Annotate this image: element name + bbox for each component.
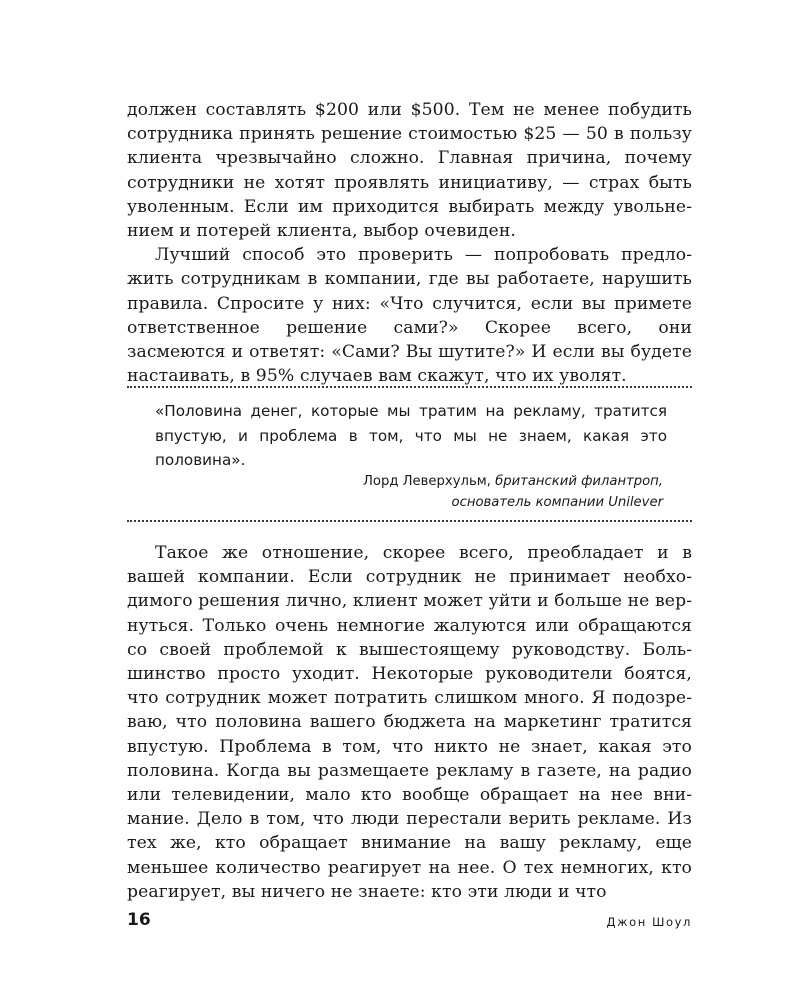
paragraph-continued: должен составлять $200 или $500. Тем не менее побудить сотрудника принять решение стоимостью $25 — 50 в пользу клиента чрезвычайно сложно. Главная причина, почему сотрудники не хотят проявлять инициативу, — страх быть уволенным. Если им приходится выбирать между увольнением и потерей клиента, выбор очевиден. [127, 100, 692, 242]
quote-author-company: основатель компании Unilever [451, 495, 663, 511]
quote-author-role: британский филантроп, [495, 474, 663, 489]
quote-text: «Половина денег, которые мы тратим на рекламу, тратится впустую, и проблема в том, что мы не знаем, какая это половина». [155, 402, 667, 470]
paragraph: Лучший способ это проверить — попробовать предложить сотрудникам в компании, где вы работаете, нарушить правила. Спросите у них: «Что случится, если вы примете ответственное решение сами?» Скорее всего, они засмеются и ответят: «Сами? Вы шутите?» И если вы будете настаивать, в 95% случаев вам скажут, что их уволят. [127, 245, 692, 387]
quote-author: Лорд Леверхульм, [362, 474, 491, 489]
quote-attribution [363, 471, 663, 513]
dotted-divider-top [127, 386, 692, 388]
bottom-text-block [127, 541, 692, 904]
top-text-block [127, 98, 692, 388]
dotted-divider-bottom [127, 520, 692, 522]
page-number: 16 [127, 910, 151, 930]
epigraph-quote [155, 399, 667, 473]
paragraph: Такое же отношение, скорее всего, преобладает и в вашей компании. Если сотрудник не принимает необходимого решения лично, клиент может уйти и больше не вернуться. Только очень немногие жалуются или обращаются со своей проблемой к вышестоящему руководству. Большинство просто уходит. Некоторые руководители боятся, что сотрудник может потратить слишком много. Я подозреваю, что половина вашего бюджета на маркетинг тратится впустую. Проблема в том, что никто не знает, какая это половина. Когда вы размещаете рекламу в газете, на радио или телевидении, мало кто вообще обращает на нее внимание. Дело в том, что люди перестали верить рекламе. Из тех же, кто обращает внимание на вашу рекламу, еще меньшее количество реагирует на нее. О тех немногих, кто реагирует, вы ничего не знаете: кто эти люди и что [127, 543, 692, 902]
attribution-line-1 [363, 471, 663, 492]
running-head-author: Джон Шоул [606, 915, 692, 929]
